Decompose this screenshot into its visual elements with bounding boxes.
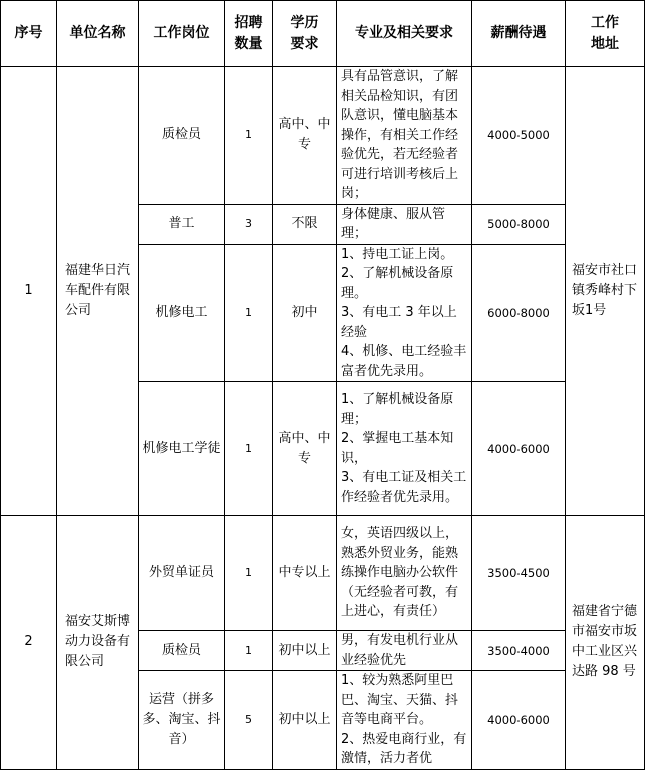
job-count: 1: [225, 516, 273, 631]
table-row: [1, 67, 645, 205]
job-salary: 4000-6000: [472, 671, 566, 770]
job-education: 高中、中专: [273, 382, 337, 516]
job-salary: 4000-5000: [472, 67, 566, 205]
job-salary: 3500-4500: [472, 516, 566, 631]
job-salary: 3500-4000: [472, 631, 566, 671]
header-address: 工作 地址: [566, 1, 645, 67]
header-position: 工作岗位: [139, 1, 225, 67]
job-requirements: 女，英语四级以上，熟悉外贸业务，能熟练操作电脑办公软件（无经验者可教，有上进心，有责任）: [337, 516, 472, 631]
job-position: 机修电工: [139, 244, 225, 382]
job-requirements: 身体健康、服从管理；: [337, 204, 472, 244]
job-position: 质检员: [139, 631, 225, 671]
header-requirements: 专业及相关要求: [337, 1, 472, 67]
company-name: 福安艾斯博动力设备有限公司: [57, 516, 139, 770]
company-seq: 2: [1, 516, 57, 770]
job-count: 1: [225, 244, 273, 382]
header-education: 学历 要求: [273, 1, 337, 67]
company-seq: 1: [1, 67, 57, 516]
company-address: 福安市社口镇秀峰村下坂1号: [566, 67, 645, 516]
job-requirements: 1、较为熟悉阿里巴巴、淘宝、天猫、抖音等电商平台。 2、热爱电商行业，有激情，活力者优: [337, 671, 472, 770]
job-requirements: 男，有发电机行业从业经验优先: [337, 631, 472, 671]
company-address: 福建省宁德市福安市坂中工业区兴达路 98 号: [566, 516, 645, 770]
job-requirements: 具有品管意识，了解相关品检知识，有团队意识，懂电脑基本操作，有相关工作经验优先，若无经验者可进行培训考核后上岗；: [337, 67, 472, 205]
job-education: 中专以上: [273, 516, 337, 631]
job-salary: 5000-8000: [472, 204, 566, 244]
job-education: 初中以上: [273, 631, 337, 671]
job-education: 不限: [273, 204, 337, 244]
header-company: 单位名称: [57, 1, 139, 67]
job-position: 外贸单证员: [139, 516, 225, 631]
job-education: 初中: [273, 244, 337, 382]
job-count: 1: [225, 631, 273, 671]
job-position: 机修电工学徒: [139, 382, 225, 516]
job-position: 普工: [139, 204, 225, 244]
job-education: 高中、中专: [273, 67, 337, 205]
job-count: 3: [225, 204, 273, 244]
job-count: 1: [225, 382, 273, 516]
job-requirements: 1、了解机械设备原理； 2、掌握电工基本知识， 3、有电工证及相关工作经验者优先录用。: [337, 382, 472, 516]
company-name: 福建华日汽车配件有限公司: [57, 67, 139, 516]
job-position: 运营（拼多多、淘宝、抖音）: [139, 671, 225, 770]
job-count: 1: [225, 67, 273, 205]
job-education: 初中以上: [273, 671, 337, 770]
job-position: 质检员: [139, 67, 225, 205]
header-row: [1, 1, 645, 67]
table-row: [1, 516, 645, 631]
job-salary: 4000-6000: [472, 382, 566, 516]
header-salary: 薪酬待遇: [472, 1, 566, 67]
job-requirements: 1、持电工证上岗。 2、了解机械设备原理。 3、有电工 3 年以上经验 4、机修、电工经验丰富者优先录用。: [337, 244, 472, 382]
job-salary: 6000-8000: [472, 244, 566, 382]
header-seq: 序号: [1, 1, 57, 67]
job-count: 5: [225, 671, 273, 770]
header-count: 招聘 数量: [225, 1, 273, 67]
